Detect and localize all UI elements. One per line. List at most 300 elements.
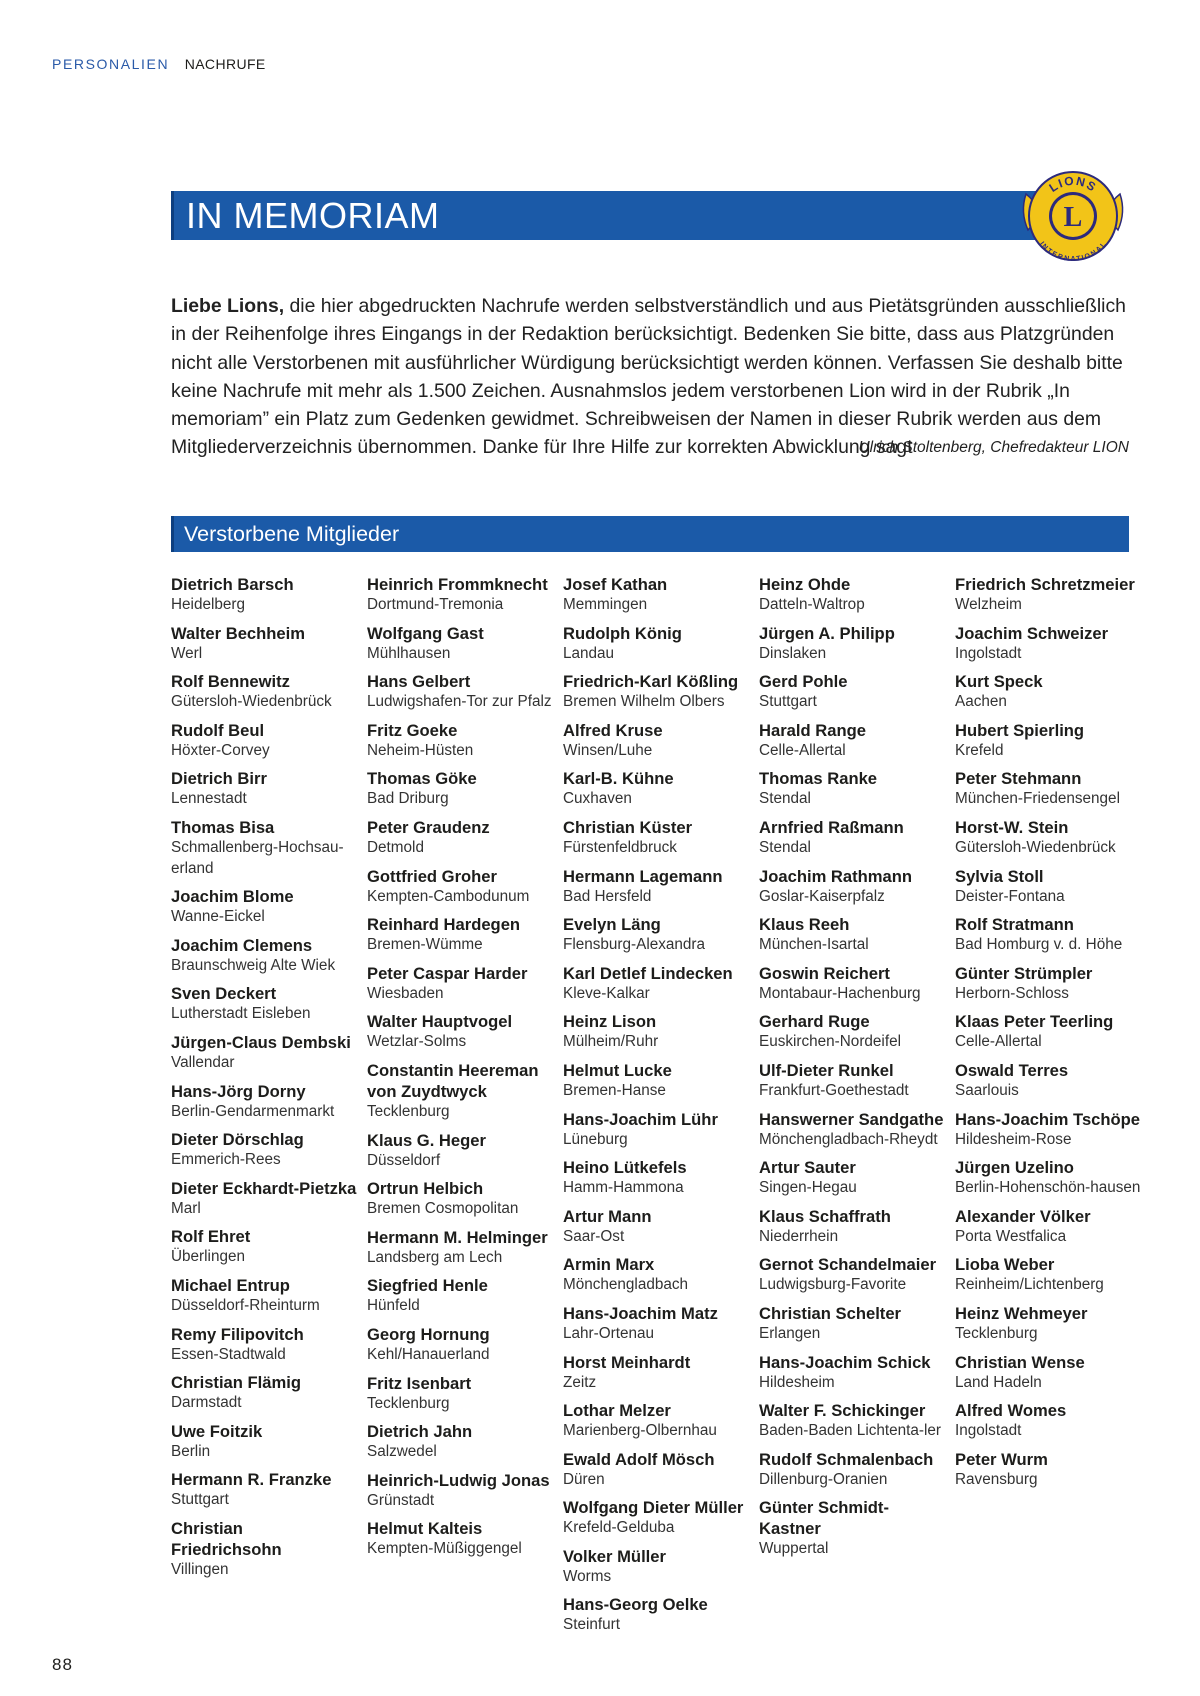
intro-body: die hier abgedruckten Nachrufe werden selbstverständlich und aus Pietätsgründen ausschließlich in der Reihenfolge ihres Eingangs in der Redaktion berücksichtigt. Bedenken Sie bitte, dass aus Platzgründen nicht alle Verstorbenen mit ausführlicher Würdigung berücksichtigt werden können. Verfassen Sie deshalb bitte keine Nachrufe mit mehr als 1.500 Zeichen. Ausnahmslos jedem verstorbenen Lion wird in der Rubrik „In memoriam” ein Platz zum Gedenken gewidmet. Schreibweisen der Namen in dieser Rubrik werden aus dem Mitgliederverzeichnis übernommen. Danke für Ihre Hilfe zur korrekten Abwicklung sagt bbox=[171, 295, 1126, 459]
member-name: Arnfried Raßmann bbox=[759, 817, 904, 837]
member-club: Braunschweig Alte Wiek bbox=[171, 956, 336, 974]
member-club: Saar-Ost bbox=[563, 1227, 625, 1245]
member-club: Herborn-Schloss bbox=[955, 984, 1069, 1002]
logo-letter: L bbox=[1063, 202, 1083, 233]
member-entry bbox=[759, 1303, 945, 1345]
member-club: Detmold bbox=[367, 838, 424, 856]
member-name: Michael Entrup bbox=[171, 1275, 290, 1295]
member-entry bbox=[367, 1130, 553, 1172]
member-entry bbox=[563, 671, 749, 713]
member-club: München-Friedensengel bbox=[955, 790, 1120, 808]
member-entry bbox=[759, 1157, 945, 1199]
member-name: Horst Meinhardt bbox=[563, 1352, 691, 1372]
member-club: Neheim-Hüsten bbox=[367, 741, 474, 759]
member-club: Hildesheim-Rose bbox=[955, 1130, 1072, 1148]
member-club: Baden-Baden Lichtenta-ler bbox=[759, 1422, 941, 1440]
member-club: Bremen Cosmopolitan bbox=[367, 1200, 519, 1218]
member-club: Vallendar bbox=[171, 1053, 235, 1071]
member-entry bbox=[367, 963, 553, 1005]
member-entry bbox=[563, 1449, 749, 1491]
member-entry bbox=[367, 1324, 553, 1366]
member-entry bbox=[367, 817, 553, 859]
member-club: Euskirchen-Nordeifel bbox=[759, 1033, 901, 1051]
member-entry bbox=[367, 1178, 553, 1220]
member-club: Bremen-Wümme bbox=[367, 936, 483, 954]
member-name: Peter Caspar Harder bbox=[367, 963, 528, 983]
member-name: Lioba Weber bbox=[955, 1255, 1055, 1275]
member-club: Gütersloh-Wiedenbrück bbox=[171, 693, 332, 711]
member-entry bbox=[563, 1352, 749, 1394]
member-entry bbox=[171, 1275, 357, 1317]
logo-top-text: LIONS bbox=[1046, 173, 1100, 195]
member-club: Celle-Allertal bbox=[759, 741, 846, 759]
member-entry bbox=[955, 1352, 1141, 1394]
member-name: Artur Mann bbox=[563, 1206, 652, 1226]
member-club: Ludwigsburg-Favorite bbox=[759, 1276, 907, 1294]
member-entry bbox=[759, 1011, 945, 1053]
member-name: Hanswerner Sandgathe bbox=[759, 1109, 944, 1129]
member-club: Berlin-Gendarmenmarkt bbox=[171, 1102, 335, 1120]
member-name: Dietrich Barsch bbox=[171, 575, 294, 594]
lions-international-logo bbox=[1018, 164, 1128, 268]
member-name: Hermann R. Franzke bbox=[171, 1470, 332, 1490]
member-entry bbox=[955, 1303, 1141, 1345]
member-name: Dieter Eckhardt-Pietzka bbox=[171, 1178, 357, 1198]
member-club: Krefeld bbox=[955, 741, 1004, 759]
member-entry bbox=[563, 1206, 749, 1248]
member-entry bbox=[955, 623, 1141, 665]
member-club: Zeitz bbox=[563, 1373, 597, 1391]
intro-text bbox=[171, 292, 1129, 462]
member-name: Wolfgang Dieter Müller bbox=[563, 1498, 744, 1518]
member-club: Mönchengladbach bbox=[563, 1276, 689, 1294]
member-entry bbox=[563, 1546, 749, 1588]
member-name: Christian Schelter bbox=[759, 1303, 902, 1323]
member-club: Dinslaken bbox=[759, 644, 827, 662]
member-club: Kempten-Müßiggengel bbox=[367, 1540, 522, 1558]
member-club: Tecklenburg bbox=[367, 1394, 450, 1412]
member-club: Steinfurt bbox=[563, 1616, 620, 1634]
member-club: Celle-Allertal bbox=[955, 1033, 1042, 1051]
member-name: Heinrich Frommknecht bbox=[367, 575, 548, 594]
member-entry bbox=[171, 886, 357, 928]
member-club: Wanne-Eickel bbox=[171, 908, 265, 926]
member-name: Hans-Joachim Tschöpe bbox=[955, 1109, 1141, 1129]
member-entry bbox=[171, 1324, 357, 1366]
member-club: Kehl/Hanauerland bbox=[367, 1345, 490, 1363]
member-name: Wolfgang Gast bbox=[367, 623, 484, 643]
member-entry bbox=[955, 963, 1141, 1005]
member-entry bbox=[171, 1469, 357, 1511]
member-name: Rolf Ehret bbox=[171, 1227, 251, 1247]
member-name: Siegfried Henle bbox=[367, 1276, 488, 1296]
member-club: Berlin bbox=[171, 1442, 211, 1460]
member-name: Harald Range bbox=[759, 720, 866, 740]
member-entry bbox=[759, 963, 945, 1005]
member-entry bbox=[955, 866, 1141, 908]
member-name: Rolf Stratmann bbox=[955, 915, 1074, 935]
member-name: Helmut Kalteis bbox=[367, 1519, 483, 1539]
member-entry bbox=[563, 963, 749, 1005]
member-name: Peter Graudenz bbox=[367, 817, 490, 837]
member-name: Thomas Ranke bbox=[759, 769, 878, 789]
section-banner bbox=[171, 516, 1129, 552]
section-title: Verstorbene Mitglieder bbox=[184, 522, 400, 546]
member-club: Stendal bbox=[759, 838, 811, 856]
member-entry bbox=[171, 623, 357, 665]
member-club: Datteln-Waltrop bbox=[759, 596, 865, 613]
member-name: Fritz Isenbart bbox=[367, 1373, 472, 1393]
member-name: Christian Flämig bbox=[171, 1373, 302, 1393]
member-name: Hans-Joachim Lühr bbox=[563, 1109, 718, 1129]
member-club: Überlingen bbox=[171, 1248, 245, 1266]
member-entry bbox=[759, 914, 945, 956]
member-name: Gottfried Groher bbox=[367, 866, 497, 886]
member-name: Heinz Ohde bbox=[759, 575, 851, 594]
member-entry bbox=[759, 623, 945, 665]
member-entry bbox=[759, 1497, 945, 1560]
member-club: Stuttgart bbox=[171, 1491, 229, 1509]
member-entry bbox=[563, 1303, 749, 1345]
member-entry bbox=[171, 671, 357, 713]
member-name: Heinz Wehmeyer bbox=[955, 1303, 1088, 1323]
member-club: Kempten-Cambodunum bbox=[367, 887, 530, 905]
member-club: Frankfurt-Goethestadt bbox=[759, 1081, 909, 1099]
member-club: Villingen bbox=[171, 1560, 229, 1578]
member-entry bbox=[367, 866, 553, 908]
member-name: Peter Wurm bbox=[955, 1449, 1048, 1469]
member-entry bbox=[171, 1129, 357, 1171]
member-name: Alexander Völker bbox=[955, 1206, 1091, 1226]
member-entry bbox=[563, 623, 749, 665]
member-entry bbox=[171, 1081, 357, 1123]
member-name: Rudolf Beul bbox=[171, 720, 265, 740]
member-name: Karl Detlef Lindecken bbox=[563, 963, 733, 983]
member-name: Thomas Göke bbox=[367, 769, 477, 789]
member-name: Hans-Jörg Dorny bbox=[171, 1081, 306, 1101]
intro-signature: Ulrich Stoltenberg, Chefredakteur LION bbox=[858, 438, 1129, 456]
member-club: Landsberg am Lech bbox=[367, 1248, 503, 1266]
member-club: Ingolstadt bbox=[955, 644, 1022, 662]
member-club: Wuppertal bbox=[759, 1540, 829, 1558]
member-entry bbox=[955, 1060, 1141, 1102]
member-club: Bad Homburg v. d. Höhe bbox=[955, 936, 1123, 954]
member-club: Cuxhaven bbox=[563, 790, 632, 808]
member-club: Land Hadeln bbox=[955, 1373, 1042, 1391]
member-entry bbox=[759, 1060, 945, 1102]
member-entry bbox=[759, 1400, 945, 1442]
member-name: Hans-Georg Oelke bbox=[563, 1595, 708, 1615]
member-name: Jürgen Uzelino bbox=[955, 1158, 1074, 1178]
member-club: Dillenburg-Oranien bbox=[759, 1470, 888, 1488]
member-club: Saarlouis bbox=[955, 1081, 1019, 1099]
member-entry bbox=[563, 817, 749, 859]
member-club: Düsseldorf bbox=[367, 1151, 441, 1169]
member-entry bbox=[563, 1400, 749, 1442]
member-club: Ludwigshafen-Tor zur Pfalz bbox=[367, 693, 552, 711]
member-club: Worms bbox=[563, 1567, 612, 1585]
member-entry bbox=[367, 720, 553, 762]
member-entry bbox=[563, 1060, 749, 1102]
member-club: Erlangen bbox=[759, 1324, 821, 1342]
member-entry bbox=[563, 866, 749, 908]
member-club: Schmallenberg-Hochsau-erland bbox=[171, 838, 344, 877]
member-entry bbox=[171, 768, 357, 810]
member-club: Grünstadt bbox=[367, 1491, 435, 1509]
member-entry bbox=[955, 574, 1141, 616]
member-name: Klaus Schaffrath bbox=[759, 1206, 891, 1226]
member-name: Dietrich Birr bbox=[171, 769, 267, 789]
member-name: Helmut Lucke bbox=[563, 1060, 672, 1080]
member-name: Thomas Bisa bbox=[171, 817, 275, 837]
member-entry bbox=[367, 1421, 553, 1463]
member-entry bbox=[759, 1449, 945, 1491]
member-entry bbox=[563, 1497, 749, 1539]
member-name: Rolf Bennewitz bbox=[171, 672, 290, 692]
member-name: Rudolph König bbox=[563, 623, 682, 643]
member-entry bbox=[759, 574, 945, 616]
member-club: Emmerich-Rees bbox=[171, 1151, 281, 1169]
member-name: Joachim Rathmann bbox=[759, 866, 913, 886]
member-entry bbox=[759, 768, 945, 810]
member-club: Tecklenburg bbox=[955, 1324, 1038, 1342]
member-club: Flensburg-Alexandra bbox=[563, 936, 705, 954]
member-club: Welzheim bbox=[955, 596, 1022, 613]
member-name: Friedrich Schretzmeier bbox=[955, 575, 1135, 594]
member-name: Evelyn Läng bbox=[563, 915, 661, 935]
member-column bbox=[563, 574, 749, 1643]
member-club: München-Isartal bbox=[759, 936, 869, 954]
member-club: Mühlhausen bbox=[367, 644, 451, 662]
member-name: Gernot Schandelmaier bbox=[759, 1255, 937, 1275]
member-name: Hans Gelbert bbox=[367, 672, 471, 692]
member-entry bbox=[563, 1254, 749, 1296]
member-name: Lothar Melzer bbox=[563, 1401, 671, 1421]
member-name: Karl-B. Kühne bbox=[563, 769, 674, 789]
member-name: Horst-W. Stein bbox=[955, 817, 1069, 837]
member-name: Friedrich-Karl Kößling bbox=[563, 672, 739, 692]
member-club: Hildesheim bbox=[759, 1373, 835, 1391]
member-entry bbox=[171, 1372, 357, 1414]
member-entry bbox=[171, 1178, 357, 1220]
running-header bbox=[52, 56, 266, 72]
member-club: Salzwedel bbox=[367, 1443, 437, 1461]
member-entry bbox=[955, 1400, 1141, 1442]
member-entry bbox=[367, 1011, 553, 1053]
member-entry bbox=[955, 671, 1141, 713]
member-name: Artur Sauter bbox=[759, 1158, 856, 1178]
member-club: Stuttgart bbox=[759, 693, 817, 711]
member-name: Gerhard Ruge bbox=[759, 1012, 870, 1032]
member-club: Bremen-Hanse bbox=[563, 1081, 666, 1099]
member-name: Günter Schmidt-Kastner bbox=[759, 1498, 889, 1539]
member-name: Heinrich-Ludwig Jonas bbox=[367, 1470, 550, 1490]
member-club: Winsen/Luhe bbox=[563, 741, 653, 759]
member-entry bbox=[955, 1157, 1141, 1199]
member-entry bbox=[563, 1594, 749, 1636]
member-entry bbox=[171, 1421, 357, 1463]
member-name: Dieter Dörschlag bbox=[171, 1130, 304, 1150]
member-name: Ortrun Helbich bbox=[367, 1179, 484, 1199]
member-entry bbox=[955, 1109, 1141, 1151]
member-club: Gütersloh-Wiedenbrück bbox=[955, 838, 1116, 856]
member-entry bbox=[367, 1227, 553, 1269]
member-entry bbox=[367, 1275, 553, 1317]
member-name: Goswin Reichert bbox=[759, 963, 890, 983]
member-entry bbox=[367, 623, 553, 665]
page-title: IN MEMORIAM bbox=[186, 195, 440, 236]
member-club: Hünfeld bbox=[367, 1297, 420, 1315]
member-entry bbox=[171, 1518, 357, 1581]
member-name: Peter Stehmann bbox=[955, 769, 1082, 789]
member-name: Christian Küster bbox=[563, 817, 693, 837]
member-club: Singen-Hegau bbox=[759, 1179, 857, 1197]
member-club: Lüneburg bbox=[563, 1130, 628, 1148]
member-name: Klaas Peter Teerling bbox=[955, 1012, 1114, 1032]
member-entry bbox=[759, 1206, 945, 1248]
member-club: Höxter-Corvey bbox=[171, 741, 270, 759]
member-entry bbox=[367, 914, 553, 956]
member-name: Sylvia Stoll bbox=[955, 866, 1044, 886]
member-club: Reinheim/Lichtenberg bbox=[955, 1276, 1104, 1294]
member-club: Bad Hersfeld bbox=[563, 887, 652, 905]
member-club: Ravensburg bbox=[955, 1470, 1038, 1488]
member-club: Wiesbaden bbox=[367, 984, 444, 1002]
member-entry bbox=[171, 817, 357, 879]
member-club: Marl bbox=[171, 1199, 201, 1217]
member-club: Berlin-Hohenschön-hausen bbox=[955, 1179, 1141, 1197]
member-entry bbox=[759, 866, 945, 908]
member-club: Lutherstadt Eisleben bbox=[171, 1005, 311, 1023]
member-entry bbox=[759, 1109, 945, 1151]
member-name: Dietrich Jahn bbox=[367, 1422, 473, 1442]
member-entry bbox=[955, 914, 1141, 956]
member-column bbox=[367, 574, 553, 1567]
member-column bbox=[955, 574, 1141, 1497]
member-name: Christian Wense bbox=[955, 1352, 1085, 1372]
member-club: Mönchengladbach-Rheydt bbox=[759, 1130, 938, 1148]
member-entry bbox=[759, 817, 945, 859]
member-entry bbox=[367, 1518, 553, 1560]
member-name: Jürgen-Claus Dembski bbox=[171, 1032, 351, 1052]
member-name: Alfred Kruse bbox=[563, 720, 663, 740]
member-entry bbox=[367, 1060, 553, 1123]
member-club: Goslar-Kaiserpfalz bbox=[759, 887, 885, 905]
member-entry bbox=[171, 574, 357, 616]
member-name: Joachim Blome bbox=[171, 887, 294, 907]
member-entry bbox=[171, 983, 357, 1025]
member-name: Remy Filipovitch bbox=[171, 1324, 304, 1344]
member-entry bbox=[367, 574, 553, 616]
member-entry bbox=[759, 1254, 945, 1296]
member-entry bbox=[759, 1352, 945, 1394]
member-name: Joachim Schweizer bbox=[955, 623, 1109, 643]
member-entry bbox=[955, 768, 1141, 810]
members-list bbox=[171, 574, 1141, 1634]
subsection-label: NACHRUFE bbox=[184, 56, 266, 72]
member-club: Marienberg-Olbernhau bbox=[563, 1422, 717, 1440]
member-name: Joachim Clemens bbox=[171, 935, 313, 955]
member-name: Heinz Lison bbox=[563, 1012, 657, 1032]
member-name: Oswald Terres bbox=[955, 1060, 1069, 1080]
member-club: Bremen Wilhelm Olbers bbox=[563, 693, 725, 711]
page-number: 88 bbox=[52, 1655, 73, 1674]
member-club: Porta Westfalica bbox=[955, 1227, 1067, 1245]
member-name: Armin Marx bbox=[563, 1255, 655, 1275]
member-name: Kurt Speck bbox=[955, 672, 1043, 692]
member-name: Josef Kathan bbox=[563, 575, 668, 594]
member-entry bbox=[563, 720, 749, 762]
member-club: Darmstadt bbox=[171, 1394, 242, 1412]
member-club: Hamm-Hammona bbox=[563, 1179, 684, 1197]
member-club: Dortmund-Tremonia bbox=[367, 596, 504, 613]
member-club: Niederrhein bbox=[759, 1227, 839, 1245]
member-entry bbox=[563, 1109, 749, 1151]
member-entry bbox=[759, 720, 945, 762]
member-name: Volker Müller bbox=[563, 1546, 666, 1566]
member-name: Georg Hornung bbox=[367, 1324, 490, 1344]
member-name: Fritz Goeke bbox=[367, 720, 458, 740]
member-club: Memmingen bbox=[563, 596, 648, 613]
member-name: Uwe Foitzik bbox=[171, 1421, 263, 1441]
member-name: Gerd Pohle bbox=[759, 672, 848, 692]
member-name: Constantin Heereman von Zuydtwyck bbox=[367, 1060, 539, 1101]
member-name: Reinhard Hardegen bbox=[367, 915, 521, 935]
title-banner bbox=[171, 191, 1098, 240]
member-name: Walter Bechheim bbox=[171, 623, 306, 643]
member-name: Ulf-Dieter Runkel bbox=[759, 1060, 894, 1080]
intro-lead: Liebe Lions, bbox=[171, 295, 285, 317]
member-club: Mülheim/Ruhr bbox=[563, 1033, 659, 1051]
member-entry bbox=[367, 1373, 553, 1415]
member-club: Kleve-Kalkar bbox=[563, 984, 650, 1002]
member-entry bbox=[367, 1470, 553, 1512]
member-entry bbox=[563, 1011, 749, 1053]
member-club: Düsseldorf-Rheinturm bbox=[171, 1296, 320, 1314]
member-column bbox=[759, 574, 945, 1567]
member-club: Landau bbox=[563, 644, 615, 662]
member-name: Klaus G. Heger bbox=[367, 1130, 486, 1150]
logo-bottom-text: INTERNATIONAL bbox=[1037, 240, 1108, 263]
member-club: Lahr-Ortenau bbox=[563, 1324, 654, 1342]
member-column bbox=[171, 574, 357, 1587]
member-club: Fürstenfeldbruck bbox=[563, 838, 677, 856]
member-entry bbox=[563, 914, 749, 956]
member-club: Düren bbox=[563, 1470, 605, 1488]
member-club: Bad Driburg bbox=[367, 790, 449, 808]
member-club: Aachen bbox=[955, 693, 1007, 711]
member-name: Klaus Reeh bbox=[759, 915, 850, 935]
member-name: Heino Lütkefels bbox=[563, 1158, 687, 1178]
member-entry bbox=[955, 720, 1141, 762]
member-entry bbox=[955, 817, 1141, 859]
member-club: Stendal bbox=[759, 790, 811, 808]
section-label: PERSONALIEN bbox=[52, 56, 170, 72]
member-club: Heidelberg bbox=[171, 596, 245, 613]
member-club: Ingolstadt bbox=[955, 1422, 1022, 1440]
member-name: Rudolf Schmalenbach bbox=[759, 1449, 934, 1469]
member-entry bbox=[171, 935, 357, 977]
member-entry bbox=[955, 1206, 1141, 1248]
member-name: Günter Strümpler bbox=[955, 963, 1093, 983]
member-entry bbox=[171, 1032, 357, 1074]
member-name: Walter F. Schickinger bbox=[759, 1401, 926, 1421]
member-entry bbox=[367, 768, 553, 810]
member-entry bbox=[563, 574, 749, 616]
member-name: Hubert Spierling bbox=[955, 720, 1085, 740]
member-entry bbox=[563, 1157, 749, 1199]
member-entry bbox=[955, 1011, 1141, 1053]
